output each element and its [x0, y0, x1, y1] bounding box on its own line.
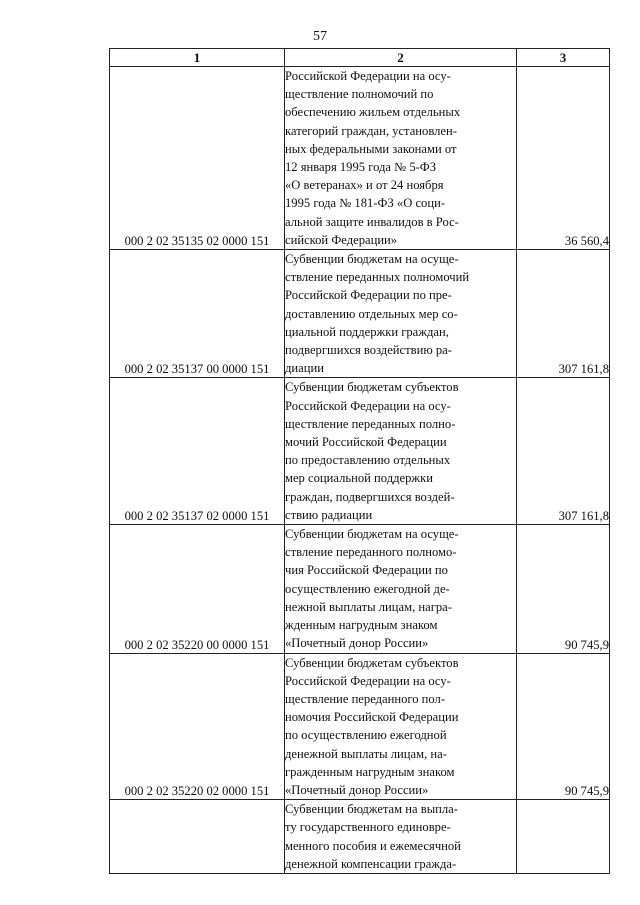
- description-line: подвергшихся воздействию ра-: [285, 343, 452, 358]
- description-line: ствление переданных полномочий: [285, 270, 470, 285]
- description-line: жденным нагрудным знаком: [285, 618, 438, 633]
- description-line: номочия Российской Федерации: [285, 710, 459, 725]
- description-line: денежной компенсации гражда-: [285, 856, 457, 871]
- description-cell: [285, 250, 517, 378]
- description-cell: [285, 67, 517, 250]
- budget-code-cell: [110, 800, 285, 874]
- description-line: нежной выплаты лицам, награ-: [285, 599, 452, 614]
- description-line: Субвенции бюджетам на осуще-: [285, 252, 459, 267]
- amount-cell: 307 161,8: [517, 250, 610, 378]
- description-line: по осуществлению ежегодной: [285, 728, 447, 743]
- amount-cell: 90 745,9: [517, 653, 610, 800]
- amount-cell: 90 745,9: [517, 525, 610, 653]
- page-number: 57: [313, 29, 327, 44]
- description-line: мер социальной поддержки: [285, 471, 433, 486]
- description-line: чия Российской Федерации по: [285, 563, 448, 578]
- table-row: [110, 800, 610, 874]
- description-line: 12 января 1995 года № 5-ФЗ: [285, 160, 437, 175]
- description-line: ществление переданного пол-: [285, 691, 446, 706]
- description-line: циальной поддержки граждан,: [285, 324, 449, 339]
- budget-code-cell: 000 2 02 35137 00 0000 151: [110, 250, 285, 378]
- budget-table: [109, 48, 610, 874]
- description-line: по предоставлению отдельных: [285, 453, 451, 468]
- description-cell: [285, 525, 517, 653]
- description-line: доставлению отдельных мер со-: [285, 306, 458, 321]
- amount-cell: 307 161,8: [517, 378, 610, 525]
- table-row: [110, 525, 610, 653]
- description-line: осуществлению ежегодной де-: [285, 581, 450, 596]
- description-line: Российской Федерации на осу-: [285, 673, 451, 688]
- description-cell: [285, 378, 517, 525]
- description-line: категорий граждан, установлен-: [285, 123, 457, 138]
- description-line: ществление полномочий по: [285, 87, 434, 102]
- description-line: «Почетный донор России»: [285, 636, 429, 651]
- description-line: денежной выплаты лицам, на-: [285, 746, 447, 761]
- description-line: ных федеральными законами от: [285, 141, 457, 156]
- amount-cell: 36 560,4: [517, 67, 610, 250]
- description-line: ществление переданных полно-: [285, 416, 456, 431]
- description-cell: [285, 653, 517, 800]
- description-line: менного пособия и ежемесячной: [285, 838, 461, 853]
- table-row: [110, 250, 610, 378]
- description-line: Российской Федерации на осу-: [285, 69, 451, 83]
- description-line: ту государственного единовре-: [285, 820, 451, 835]
- description-line: 1995 года № 181-ФЗ «О соци-: [285, 196, 446, 211]
- description-line: граждан, подвергшихся воздей-: [285, 489, 455, 504]
- description-line: «Почетный донор России»: [285, 782, 429, 797]
- description-line: Российской Федерации по пре-: [285, 288, 452, 303]
- description-line: «О ветеранах» и от 24 ноября: [285, 178, 444, 193]
- budget-code-cell: 000 2 02 35220 00 0000 151: [110, 525, 285, 653]
- description-line: Субвенции бюджетам на осуще-: [285, 527, 459, 542]
- table-row: [110, 653, 610, 800]
- description-line: сийской Федерации»: [285, 232, 398, 247]
- description-line: Субвенции бюджетам субъектов: [285, 655, 459, 670]
- description-line: мочий Российской Федерации: [285, 435, 447, 450]
- table-row: [110, 67, 610, 250]
- column-header-1: 1: [110, 49, 285, 67]
- description-line: обеспечению жильем отдельных: [285, 105, 461, 120]
- description-line: Субвенции бюджетам субъектов: [285, 380, 459, 395]
- column-header-2: 2: [285, 49, 517, 67]
- table-body: [110, 67, 610, 874]
- budget-code-cell: 000 2 02 35137 02 0000 151: [110, 378, 285, 525]
- budget-code-cell: 000 2 02 35220 02 0000 151: [110, 653, 285, 800]
- description-line: Субвенции бюджетам на выпла-: [285, 802, 458, 817]
- budget-code-cell: 000 2 02 35135 02 0000 151: [110, 67, 285, 250]
- amount-cell: [517, 800, 610, 874]
- description-line: ствление переданного полномо-: [285, 545, 457, 560]
- column-header-3: 3: [517, 49, 610, 67]
- description-line: альной защите инвалидов в Рос-: [285, 214, 459, 229]
- description-line: ствию радиации: [285, 507, 373, 522]
- description-line: Российской Федерации на осу-: [285, 398, 451, 413]
- description-cell: [285, 800, 517, 874]
- table-row: [110, 378, 610, 525]
- description-line: гражденным нагрудным знаком: [285, 764, 455, 779]
- table-header-row: [110, 49, 610, 67]
- description-line: диации: [285, 361, 324, 376]
